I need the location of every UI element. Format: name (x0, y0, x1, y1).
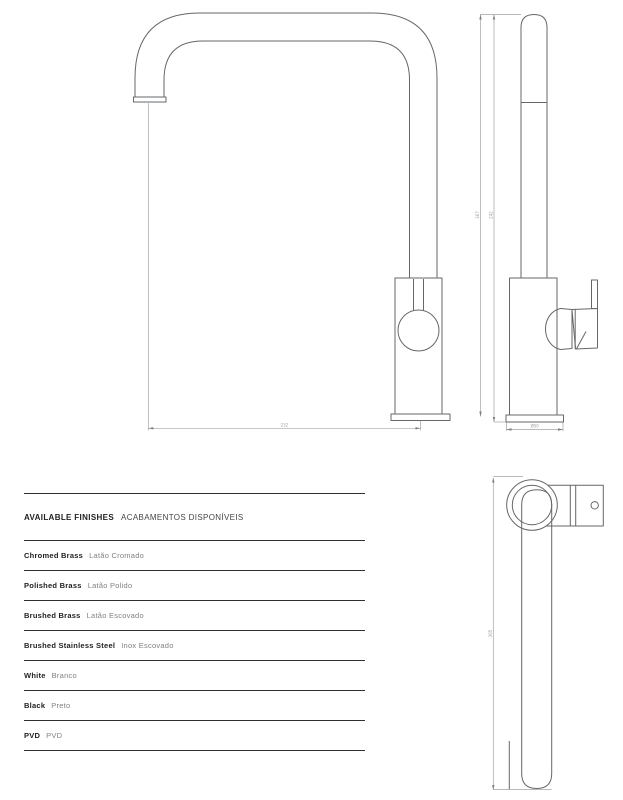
arrowhead (493, 417, 495, 422)
lever-joint-lines (575, 309, 586, 349)
finish-name-pt: Latão Polido (87, 581, 133, 590)
finish-row (24, 600, 365, 630)
base-flange (391, 414, 450, 421)
handle-cam (546, 309, 573, 350)
finish-name-en: PVD (24, 731, 41, 740)
finish-row (24, 570, 365, 600)
arrowhead (416, 427, 421, 429)
spout-inner-outline (164, 41, 410, 278)
handle-plan-outline (546, 485, 603, 526)
finish-name-en: Polished Brass (24, 581, 82, 590)
body-outline (395, 278, 442, 414)
lever-block (572, 309, 598, 350)
finishes-header-pt: ACABAMENTOS DISPONÍVEIS (121, 512, 244, 522)
finish-row (24, 690, 365, 720)
spout-arm-plan (522, 490, 552, 789)
finishes-rows (24, 540, 365, 751)
faucet-front-view (134, 13, 451, 431)
finish-name-en: Brushed Stainless Steel (24, 641, 116, 650)
finish-name-pt: Latão Escovado (86, 611, 144, 620)
spout-outer-outline (135, 13, 437, 278)
finish-row (24, 660, 365, 690)
handle-plan-joints (570, 485, 575, 526)
arrowhead (558, 428, 563, 430)
arrowhead (479, 412, 481, 417)
finishes-header (24, 493, 365, 540)
dimension-label: 242 (488, 211, 494, 219)
cartridge-column-lines (414, 279, 424, 310)
arrowhead (492, 478, 494, 483)
handle-screw-hole (591, 502, 598, 509)
finish-row (24, 720, 365, 750)
finish-name-pt: Inox Escovado (121, 641, 174, 650)
finish-name-en: Chromed Brass (24, 551, 84, 560)
finish-row (24, 630, 365, 660)
arrowhead (479, 15, 481, 20)
dimension-label: 365 (488, 629, 494, 638)
faucet-top-view (488, 477, 603, 791)
finish-name-en: Brushed Brass (24, 611, 81, 620)
spout-tube-profile (521, 15, 547, 279)
lever-stick (592, 280, 598, 309)
finishes-table (24, 493, 365, 751)
finish-name-pt: Preto (51, 701, 71, 710)
finish-name-en: Black (24, 701, 46, 710)
finish-name-pt: Branco (51, 671, 77, 680)
finish-name-pt: Latão Cromado (89, 551, 145, 560)
faucet-side-view (475, 15, 597, 432)
base-flange-profile (506, 415, 564, 422)
finishes-header-en: AVAILABLE FINISHES (24, 512, 115, 522)
handle-knob-circle (398, 310, 439, 351)
dimension-label: Ø50 (530, 423, 539, 429)
arrowhead (148, 427, 153, 429)
dimension-label: 367 (475, 211, 481, 219)
arrowhead (507, 428, 512, 430)
finish-name-pt: PVD (46, 731, 63, 740)
body-profile (510, 278, 558, 415)
finish-name-en: White (24, 671, 46, 680)
arrowhead (493, 15, 495, 20)
aerator-tip (134, 97, 167, 102)
base-circle-outer (507, 480, 558, 531)
dimension-label: 232 (280, 422, 289, 428)
finish-row (24, 540, 365, 570)
